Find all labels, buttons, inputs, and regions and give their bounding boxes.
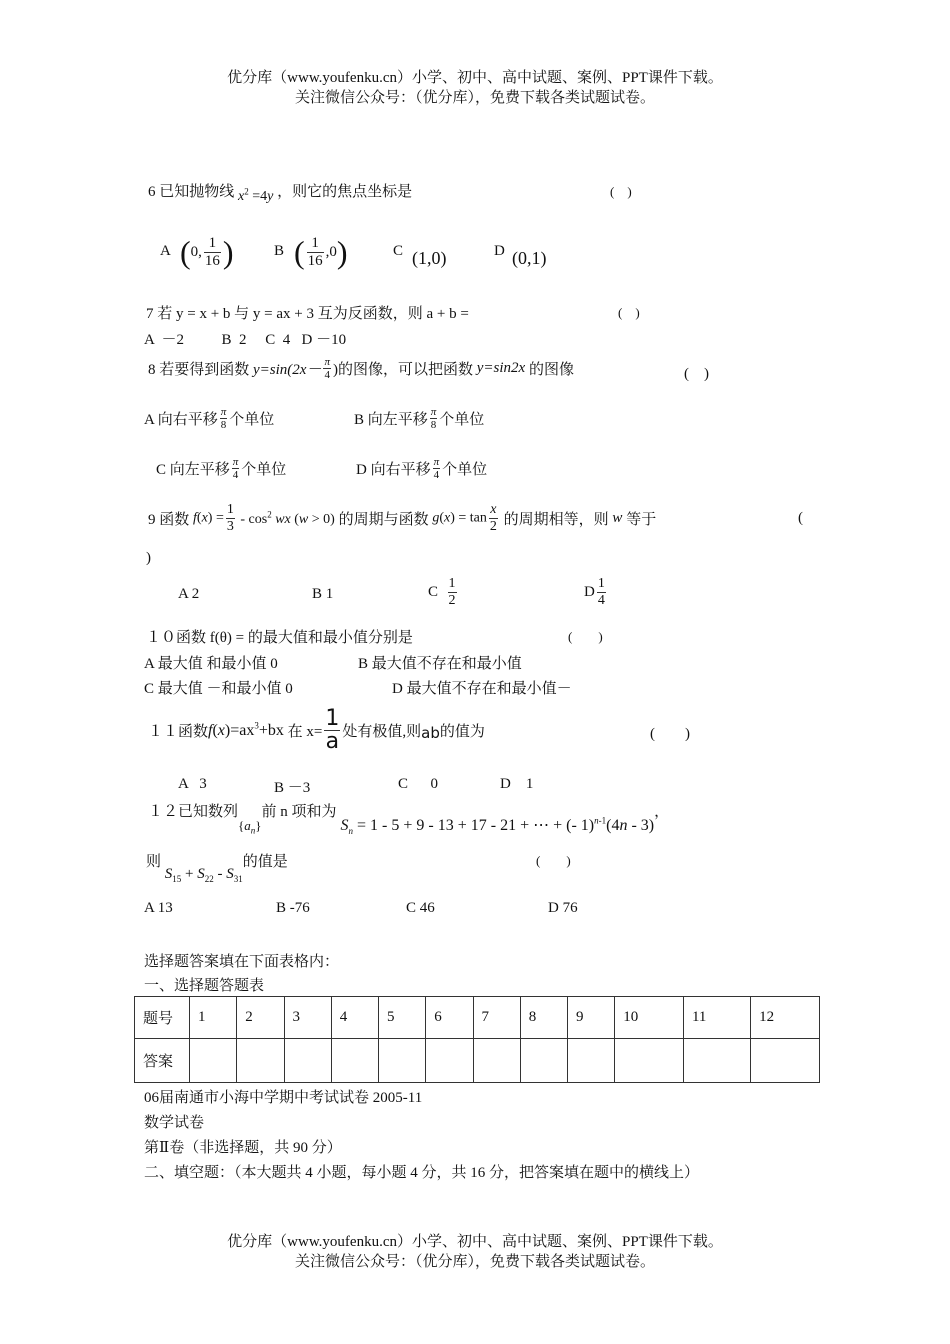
answer-table — [134, 996, 820, 1083]
answer-blank-cell[interactable] — [683, 1039, 750, 1083]
q11-stem-a: １１函数 — [148, 724, 209, 740]
q6-option-a: (0, $\frac{1}{16}$ ) — [180, 234, 234, 270]
q9-option-c-label: C — [428, 584, 439, 600]
q6-option-d: (0,1) — [512, 248, 547, 268]
q12-stem-b: 前 n 项和为 — [261, 804, 337, 820]
answer-blank-cell[interactable] — [426, 1039, 473, 1083]
answer-number-cell: 9 — [568, 997, 615, 1039]
q10-option-c: C 最大值 －和最小值 0 — [144, 681, 293, 697]
q9-stem-a: 9 函数 — [148, 512, 194, 528]
q8-option-c-text: C 向左平移 — [156, 462, 230, 478]
q8-option-b-text: B 向左平移 — [354, 412, 428, 428]
answer-number-cell: 10 — [615, 997, 684, 1039]
footer-line-2: 关注微信公众号：（优分库），免费下载各类试题试卷。 — [294, 1254, 655, 1270]
q8-unit-a: 个单位 — [229, 412, 275, 428]
q8-stem-d: y=sin2x — [476, 360, 526, 376]
q8-stem: 8 若要得到函数 y=sin(2x－ $\frac{\pi}{4}$ )的图像，可以把函数 y=sin2x 的图像 — [148, 356, 574, 381]
q8-stem-b: y=sin(2x－ — [253, 362, 322, 378]
answer-number-cell: 3 — [284, 997, 331, 1039]
q10-option-d: D 最大值不存在和最小值－ — [392, 681, 572, 697]
q12-then: 则 $S_{15} + S_{22} - S_{31}$的值是 — [146, 854, 288, 884]
answer-table-number-row — [135, 997, 820, 1039]
answer-blank-cell[interactable] — [237, 1039, 284, 1083]
answer-number-cell: 8 — [520, 997, 567, 1039]
answer-section-title: 一、选择题答题表 — [144, 978, 265, 994]
q11-option-d: D 1 — [500, 776, 534, 792]
q8-option-c: C 向左平移 $\frac{\pi}{4}$ 个单位 — [156, 456, 287, 481]
q8-stem-e: 的图像 — [525, 362, 574, 378]
q11-stem-b: 在 x= — [287, 724, 323, 740]
q11-paren: ( ) — [650, 726, 690, 742]
answer-row-label-number: 题号 — [135, 997, 190, 1039]
q6-stem — [148, 180, 412, 205]
answer-intro: 选择题答案填在下面表格内： — [144, 954, 340, 970]
q9-option-a: A 2 — [178, 586, 200, 602]
q9-option-c: C $\frac{1}{2}$ — [428, 576, 456, 608]
q8-stem-a: 8 若要得到函数 — [148, 362, 254, 378]
footer-line-1: 优分库（www.youfenku.cn）小学、初中、高中试题、案例、PPT课件下载。 — [227, 1234, 723, 1250]
exam-subject: 数学试卷 — [144, 1115, 205, 1131]
q11-option-a: A 3 — [178, 776, 207, 792]
q6-paren: ( ) — [610, 184, 632, 199]
q12-option-d: D 76 — [548, 900, 578, 916]
q11-option-c: C 0 — [398, 776, 439, 792]
q9-option-d: D $\frac{1}{4}$ — [584, 576, 605, 608]
header-line-2: 关注微信公众号：（优分库），免费下载各类试题试卷。 — [294, 90, 655, 106]
q9-stem-b: 的周期与函数 — [334, 512, 433, 528]
q10-paren: ( ) — [568, 629, 603, 644]
answer-number-cell: 11 — [683, 997, 750, 1039]
q10-option-b: B 最大值不存在和最小值 — [358, 656, 522, 672]
q8-option-a-text: A 向右平移 — [144, 412, 218, 428]
q8-unit-b: 个单位 — [439, 412, 485, 428]
q8-option-d-text: D 向右平移 — [356, 462, 431, 478]
q6-label-b: B — [274, 243, 285, 259]
q9-stem-c: 的周期相等，则 — [499, 512, 613, 528]
q7-paren: ( ) — [618, 305, 640, 320]
q12-then-b: 的值是 — [242, 854, 288, 870]
q8-option-a: A 向右平移 $\frac{\pi}{8}$ 个单位 — [144, 406, 275, 431]
q11-stem-c: 处有极值,则 — [342, 724, 422, 740]
answer-number-cell: 12 — [751, 997, 820, 1039]
q6-equation: $x^2 =4y$ — [238, 186, 274, 204]
exam-school-line: 06届南通市小海中学期中考试试卷 2005-11 — [144, 1090, 423, 1106]
header-line-1: 优分库（www.youfenku.cn）小学、初中、高中试题、案例、PPT课件下载。 — [227, 70, 723, 86]
q6-stem-text-2: ，则它的焦点坐标是 — [277, 184, 413, 200]
answer-blank-cell[interactable] — [520, 1039, 567, 1083]
q8-unit-d: 个单位 — [442, 462, 488, 478]
q11-stem-e: 的值为 — [439, 724, 485, 740]
q9-option-b: B 1 — [312, 586, 334, 602]
q9-stem: 9 函数 f(x) = $\frac{1}{3}$ - $\cos^2$ wx (w > 0) 的周期与函数 g(x) = tan $\frac{x}{2}$ 的周期相等，则 w 等于 — [148, 502, 657, 534]
answer-blank-cell[interactable] — [473, 1039, 520, 1083]
answer-number-cell: 6 — [426, 997, 473, 1039]
q6-option-c: (1,0) — [412, 248, 447, 268]
q6-label-a: A — [160, 243, 171, 259]
answer-number-cell: 7 — [473, 997, 520, 1039]
q12-option-b: B -76 — [276, 900, 310, 916]
q8-stem-c: )的图像，可以把函数 — [332, 362, 477, 378]
q12-then-a: 则 — [146, 854, 162, 870]
q6-label-c: C — [393, 243, 404, 259]
q11-stem-d: ab — [421, 723, 440, 742]
answer-blank-cell[interactable] — [751, 1039, 820, 1083]
q10-stem: １０函数 f(θ) = 的最大值和最小值分别是 — [146, 630, 413, 646]
q9-paren-close: ) — [146, 550, 151, 566]
q6-option-b: ( $\frac{1}{16}$ ,0) — [294, 234, 348, 270]
answer-row-label-answer: 答案 — [135, 1039, 190, 1083]
q12-tail: ， — [654, 804, 670, 820]
q12-paren: ( ) — [536, 853, 571, 868]
answer-number-cell: 1 — [190, 997, 237, 1039]
q7-stem: 7 若 y = x + b 与 y = ax + 3 互为反函数，则 a + b = — [146, 306, 469, 322]
q6-stem-text: 6 已知抛物线 — [148, 184, 235, 200]
q8-paren: ( ) — [684, 366, 709, 382]
q10-option-a: A 最大值 和最小值 0 — [144, 656, 278, 672]
q9-stem-d: 等于 — [622, 512, 657, 528]
q8-option-b: B 向左平移 $\frac{\pi}{8}$ 个单位 — [354, 406, 485, 431]
q9-paren-open: ( — [798, 510, 803, 526]
answer-number-cell: 4 — [331, 997, 378, 1039]
answer-number-cell: 5 — [379, 997, 426, 1039]
answer-blank-cell[interactable] — [190, 1039, 237, 1083]
q12-option-c: C 46 — [406, 900, 435, 916]
answer-number-cell: 2 — [237, 997, 284, 1039]
q12-stem: １２已知数列$\{a_n\}$前 n 项和为 $S_n = 1 - 5 + 9 - 13 + 17 - 21$ + ⋯ + (- 1)$^{n-1}$(4n - 3)， — [148, 804, 670, 837]
q9-option-d-label: D — [584, 584, 595, 600]
q12-option-a: A 13 — [144, 900, 173, 916]
q11-stem: １１函数$f(x)=ax^3+bx$ 在 x= $\frac{1}{a}$ 处有极值,则ab的值为 — [148, 706, 485, 754]
answer-blank-cell[interactable] — [331, 1039, 378, 1083]
q6-label-d: D — [494, 243, 505, 259]
q8-option-d: D 向右平移 $\frac{\pi}{4}$ 个单位 — [356, 456, 488, 481]
exam-volume: 第Ⅱ卷（非选择题，共 90 分） — [144, 1140, 342, 1156]
answer-blank-cell[interactable] — [379, 1039, 426, 1083]
answer-blank-cell[interactable] — [284, 1039, 331, 1083]
fill-section-title: 二、填空题：（本大题共 4 小题，每小题 4 分，共 16 分，把答案填在题中的横线上） — [144, 1165, 700, 1181]
q8-unit-c: 个单位 — [241, 462, 287, 478]
answer-blank-cell[interactable] — [615, 1039, 684, 1083]
answer-blank-cell[interactable] — [568, 1039, 615, 1083]
answer-table-answer-row — [135, 1039, 820, 1083]
q12-stem-a: １２已知数列 — [148, 804, 239, 820]
q11-option-b: B －3 — [274, 780, 311, 796]
q7-options: A －2 B 2 C 4 D －10 — [144, 332, 347, 348]
